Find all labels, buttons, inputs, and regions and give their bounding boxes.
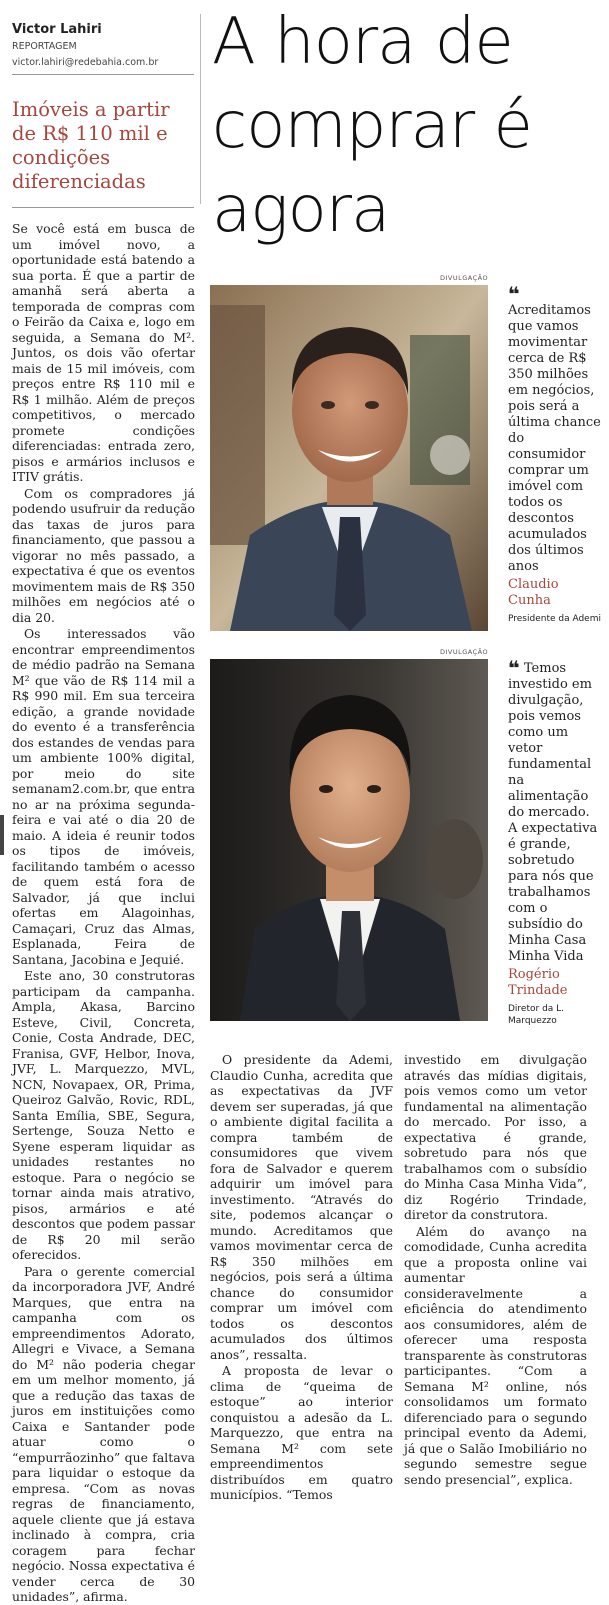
margin-marker bbox=[0, 815, 4, 855]
author-role: REPORTAGEM bbox=[12, 41, 77, 52]
headline: A hora de comprar é agora bbox=[212, 5, 532, 247]
paragraph: O presidente da Ademi, Claudio Cunha, acredita que as expectativas da JVF devem ser superadas, já que o ambiente digital facilita a compra também de consumidores que vivem fora de Salvador e querem adquirir um imóvel para investimento. “Através do site, podemos alcançar o mundo. Acreditamos que vamos movimentar cerca de R$ 350 milhões em negócios, pois será a última chance do consumidor comprar um imóvel com todos os descontos acumulados dos últimos anos”, ressalta. bbox=[210, 1052, 393, 1362]
column-divider bbox=[200, 14, 201, 204]
photo-credit: DIVULGAÇÃO bbox=[440, 648, 489, 656]
photo-claudio-cunha bbox=[210, 285, 488, 631]
quote-author: Rogério Trindade bbox=[508, 967, 568, 998]
paragraph: Além do avanço na comodidade, Cunha acredita que a proposta online vai aumentar consideravelmente a eficiência do atendimento aos consumidores, além de oferecer uma resposta transparente às construtoras participantes. “Com a Semana M² online, nós consolidamos um formato diferenciado para o segundo principal evento da Ademi, já que o Salão Imobiliário no segundo semestre segue sendo presencial”, explica. bbox=[404, 1223, 587, 1487]
quote-author: Claudio Cunha bbox=[508, 577, 559, 608]
author-email[interactable]: victor.lahiri@redebahia.com.br bbox=[12, 57, 159, 68]
article-column-1 bbox=[12, 221, 196, 1604]
quote-author-role: Presidente da Ademi bbox=[508, 614, 601, 624]
quote-text: Acreditamos que vamos movimentar cerca de R$ 350 milhões em negócios, pois será a última chance do consumidor comprar um imóvel com todos os descontos acumulados dos últimos anos bbox=[508, 303, 601, 574]
article-column-3 bbox=[404, 1052, 587, 1487]
paragraph: Se você está em busca de um imóvel novo, a oportunidade está batendo a sua porta. É que a partir de amanhã será aberta a temporada de compras com o Feirão da Caixa e, logo em seguida, a Semana do M². Juntos, os dois vão ofertar mais de 15 mil imóveis, com preços entre R$ 110 mil e R$ 1 milhão. Além de preços competitivos, o mercado promete condições diferenciadas: entrada zero, pisos e armários inclusos e ITIV grátis. bbox=[12, 221, 195, 484]
quote-mark-icon: ❝ bbox=[508, 282, 520, 306]
article-column-2 bbox=[210, 1052, 393, 1502]
quote-text: Temos investido em divulgação, pois vemos como um vetor fundamental na alimentação do mercado. A expectativa é grande, sobretudo para nós que trabalhamos com o subsídio do Minha Casa Minha Vida bbox=[508, 661, 598, 964]
paragraph: A proposta de levar o clima de “queima de estoque” ao interior conquistou a adesão da L. Marquezzo, que entra na Semana M² com sete empreendimentos distribuídos em quatro municípios. “Temos bbox=[210, 1363, 393, 1502]
kicker-divider bbox=[12, 207, 194, 208]
quote-mark-icon: ❝ bbox=[508, 656, 520, 680]
paragraph: Para o gerente comercial da incorporadora JVF, André Marques, que entra na campanha com os empreendimentos Adorato, Allegri e Vivace, a Semana do M² não poderia chegar em um melhor momento, já que a redução das taxas de juros em instituições como Caixa e Santander pode atuar como o “empurrãozinho” que faltava para liquidar o estoque da empresa. “Com as novas regras de financiamento, aquele cliente que já estava inclinado à compra, cria coragem para fechar negócio. Nossa expectativa é vender cerca de 30 unidades”, afirma. bbox=[12, 1263, 195, 1604]
byline-divider bbox=[12, 74, 194, 75]
photo-credit: DIVULGAÇÃO bbox=[440, 274, 489, 282]
portrait-image bbox=[210, 285, 488, 631]
quote-author-role: Diretor da L. Marquezzo bbox=[508, 1004, 565, 1026]
author-name: Victor Lahiri bbox=[12, 22, 102, 37]
paragraph: Com os compradores já podendo usufruir da redução das taxas de juros para financiamento, que passou a vigorar no mês passado, a expectativa é que os eventos movimentem mais de R$ 350 milhões em negócios até o dia 20. bbox=[12, 485, 195, 625]
kicker: Imóveis a partir de R$ 110 mil e condições diferenciadas bbox=[12, 98, 170, 193]
paragraph: Os interessados vão encontrar empreendimentos de médio padrão na Semana M² que vão de R$ 114 mil a R$ 990 mil. Em sua terceira edição, a grande novidade do evento é a transferência dos estandes de vendas para um ambiente 100% digital, por meio do site semanam2.com.br, que entra no ar na próxima segunda-feira e vai até o dia 20 de maio. A ideia é reunir todos os tipos de imóveis, facilitando também o acesso de quem está fora de Salvador, já que inclui ofertas em Alagoinhas, Camaçari, Cruz das Almas, Esplanada, Feira de Santana, Jacobina e Jequié. bbox=[12, 626, 196, 967]
paragraph: Este ano, 30 construtoras participam da campanha. Ampla, Akasa, Barcino Esteve, Civil, Concreta, Conie, Costa Andrade, DEC, Franisa, GVF, Helbor, Inova, JVF, L. Marquezzo, MVL, NCN, Novapaex, OR, Prima, Queiroz Galvão, Rovic, RDL, Santa Emília, SBE, Segura, Sertenge, Souza Netto e Syene esperam liquidar as unidades restantes no estoque. Para o negócio se tornar ainda mais atrativo, pisos, armários e até descontos que podem passar de R$ 20 mil serão oferecidos. bbox=[12, 968, 195, 1262]
portrait-image bbox=[210, 659, 488, 1021]
photo-rogerio-trindade bbox=[210, 659, 488, 1021]
pull-quote-1 bbox=[508, 282, 602, 625]
pull-quote-2 bbox=[508, 656, 602, 1027]
paragraph: investido em divulgação através das mídias digitais, pois vemos como um vetor fundamental na alimentação do mercado. Por isso, a expectativa é grande, sobretudo para nós que trabalhamos com o subsídio do Minha Casa Minha Vida”, diz Rogério Trindade, diretor da construtora. bbox=[404, 1052, 587, 1222]
